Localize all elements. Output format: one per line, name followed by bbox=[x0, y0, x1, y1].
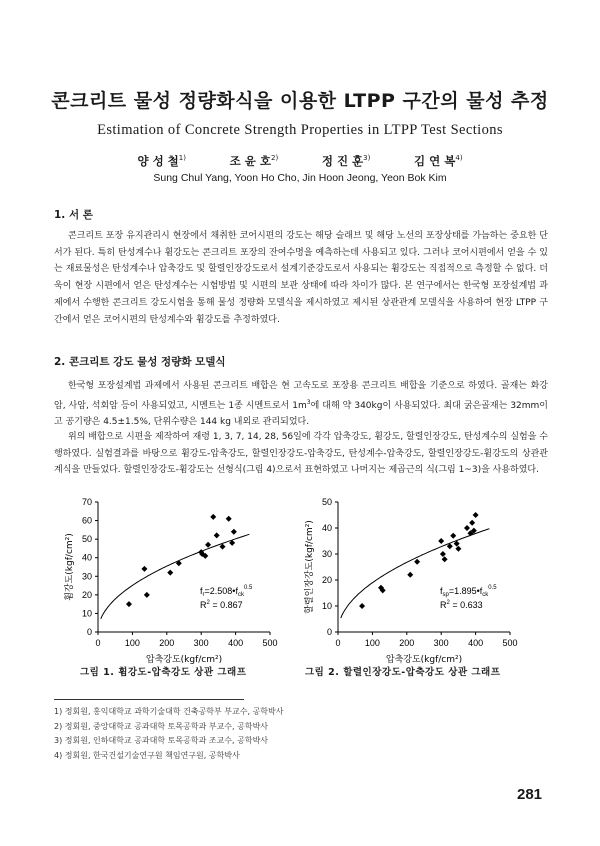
footnote-rule bbox=[54, 699, 244, 700]
r-squared-label: $R^2 = 0.867$ bbox=[200, 600, 243, 610]
equation-label: $f_{sp}=1.895•f_{ck}^{0.5}$ bbox=[440, 585, 497, 598]
r-squared-label: $R^2 = 0.633$ bbox=[440, 600, 483, 610]
data-point bbox=[442, 556, 448, 562]
chart-flexural-vs-compressive bbox=[50, 490, 300, 669]
x-tick-label: 300 bbox=[433, 638, 449, 648]
y-tick-label: 50 bbox=[321, 497, 332, 507]
figure-2-caption: 그림 2. 할렬인장강도-압축강도 상관 그래프 bbox=[305, 667, 501, 678]
chart-split-tensile-vs-compressive bbox=[290, 490, 540, 669]
section1-text: 콘크리트 포장 유지관리시 현장에서 채취한 코어시편의 강도는 해당 슬래브 및 해당 노선의 포장상태를 가늠하는 중요한 단서가 된다. 특히 탄성계수나 휨강도는 콘크리트 포장의 잔여수명을 예측하는데 사용되고 있다. 그러나 코어시편에서 얻을 수 있는 재료물성은 탄성계수나 압축강도 및 할렬인장강도로서 설계기준강도로서 사용되는 휨강도는 직접적으로 측정할 수 없다. 더욱이 현장 시편에서 얻은 탄성계수는 시험방법 및 시편의 보관 상태에 따라 차이가 많다. 본 연구에서는 한국형 포장설계법 과제에서 수행한 콘크리트 강도시험을 통해 물성 정량화 모델식을 제시하였고 제시된 상관관계 모델식을 사용하여 현장 LTPP 구간에서 얻은 코어시편의 탄성계수와 휨강도를 추정하였다. bbox=[54, 231, 548, 325]
x-tick-label: 500 bbox=[502, 638, 518, 648]
section2-paragraph-2: 위의 배합으로 시편을 제작하여 재령 1, 3, 7, 14, 28, 56일에 각각 압축강도, 휨강도, 할렬인장강도, 탄성계수의 실험을 수행하였다. 실험결과를 바탕으로 휨강도-압축강도, 할렬인장강도-압축강도, 탄성계수-압축강도, 할렬인장강도-휨강도의 상관관계식을 만들었다. 할렬인장강도-휨강도는 선형식(그림 4)으로서 표현하였고 나머지는 제곱근의 식(그림 1~3)을 사용하였다. bbox=[54, 432, 548, 476]
footnote-4: 4) 정회원, 한국건설기술연구원 책임연구원, 공학박사 bbox=[54, 750, 240, 760]
y-tick-label: 10 bbox=[81, 608, 92, 619]
data-point bbox=[469, 520, 475, 526]
authors-korean bbox=[0, 153, 600, 169]
author-1: 양 성 철$^{1)}$ bbox=[137, 154, 186, 168]
y-tick-label: 60 bbox=[81, 515, 92, 526]
y-tick-label: 30 bbox=[81, 571, 92, 582]
y-tick-label: 40 bbox=[81, 552, 92, 563]
y-axis-label: 휨강도(kgf/cm²) bbox=[65, 533, 75, 601]
x-tick-label: 0 bbox=[95, 638, 101, 648]
footnote-2: 2) 정회원, 중앙대학교 공과대학 토목공학과 부교수, 공학박사 bbox=[54, 721, 269, 731]
x-axis-label: 압축강도(kgf/cm²) bbox=[385, 655, 463, 665]
data-point bbox=[214, 532, 220, 538]
x-tick-label: 100 bbox=[364, 638, 380, 648]
author-4: 김 연 복$^{4)}$ bbox=[414, 154, 463, 168]
data-point bbox=[126, 601, 132, 607]
data-point bbox=[455, 546, 461, 552]
y-tick-label: 20 bbox=[321, 575, 332, 585]
figure-1-caption: 그림 1. 휨강도-압축강도 상관 그래프 bbox=[80, 667, 247, 678]
x-tick-label: 300 bbox=[193, 638, 209, 648]
x-tick-label: 100 bbox=[124, 638, 140, 648]
y-tick-label: 0 bbox=[86, 627, 92, 637]
footnote-3: 3) 정회원, 인하대학교 공과대학 토목공학과 조교수, 공학박사 bbox=[54, 736, 269, 745]
footnotes bbox=[54, 705, 283, 763]
x-tick-label: 400 bbox=[228, 638, 244, 648]
x-axis-label: 압축강도(kgf/cm²) bbox=[145, 655, 223, 665]
x-tick-label: 500 bbox=[262, 638, 278, 648]
y-tick-label: 50 bbox=[81, 534, 92, 545]
equation-label: $f_r=2.508•f_{ck}^{0.5}$ bbox=[200, 585, 253, 598]
data-point bbox=[414, 559, 420, 565]
chart-2-svg bbox=[290, 490, 540, 665]
author-2: 조 윤 호$^{2)}$ bbox=[229, 154, 279, 168]
data-point bbox=[205, 542, 211, 548]
y-tick-label: 40 bbox=[321, 523, 332, 533]
data-point bbox=[226, 516, 232, 522]
section1-heading: 1. 서 론 bbox=[54, 209, 93, 221]
x-tick-label: 200 bbox=[399, 638, 415, 648]
data-point bbox=[440, 551, 446, 557]
chart-1-svg bbox=[50, 490, 300, 665]
x-tick-label: 0 bbox=[335, 638, 341, 648]
y-tick-label: 0 bbox=[326, 627, 332, 637]
data-point bbox=[407, 572, 413, 578]
data-point bbox=[141, 566, 147, 572]
data-point bbox=[359, 603, 365, 609]
y-tick-label: 20 bbox=[81, 589, 92, 600]
data-point bbox=[231, 529, 237, 535]
page-number: 281 bbox=[517, 786, 543, 803]
author-3: 정 진 훈$^{3)}$ bbox=[321, 154, 371, 168]
footnote-1: 1) 정회원, 홍익대학교 과학기술대학 건축공학부 부교수, 공학박사 bbox=[54, 707, 284, 716]
data-point bbox=[450, 533, 456, 539]
data-point bbox=[473, 512, 479, 518]
y-tick-label: 30 bbox=[321, 549, 332, 559]
y-axis-label: 할렬인장강도(kgf/cm²) bbox=[305, 520, 315, 614]
data-point bbox=[464, 525, 470, 531]
y-tick-label: 70 bbox=[81, 497, 92, 507]
data-point bbox=[167, 570, 173, 576]
section2-heading: 2. 콘크리트 강도 물성 정량화 모델식 bbox=[54, 356, 226, 368]
title-english: Estimation of Concrete Strength Properties in LTPP Test Sections bbox=[97, 122, 503, 138]
section2-paragraph-1: 한국형 포장설계법 과제에서 사용된 콘크리트 배합은 현 고속도로 포장용 콘크리트 배합을 기준으로 하였다. 골재는 화강암, 사암, 석회암 등이 사용되었고, 시멘트는 1종 시멘트로서 $1m^3$에 대해 약 340kg이 사용되었다. 최대 굵은골재는 32mm이고 공기량은 4.5±1.5%, 단위수량은 144 kg 내외로 관리되었다. bbox=[54, 381, 548, 428]
x-tick-label: 200 bbox=[159, 638, 175, 648]
y-tick-label: 10 bbox=[321, 601, 332, 611]
x-tick-label: 400 bbox=[468, 638, 484, 648]
title-korean: 콘크리트 물성 정량화식을 이용한 LTPP 구간의 물성 추정 bbox=[51, 90, 549, 112]
data-point bbox=[144, 592, 150, 598]
data-point bbox=[210, 514, 216, 520]
authors-english: Sung Chul Yang, Yoon Ho Cho, Jin Hoon Jeong, Yeon Bok Kim bbox=[153, 172, 447, 184]
data-point bbox=[438, 538, 444, 544]
